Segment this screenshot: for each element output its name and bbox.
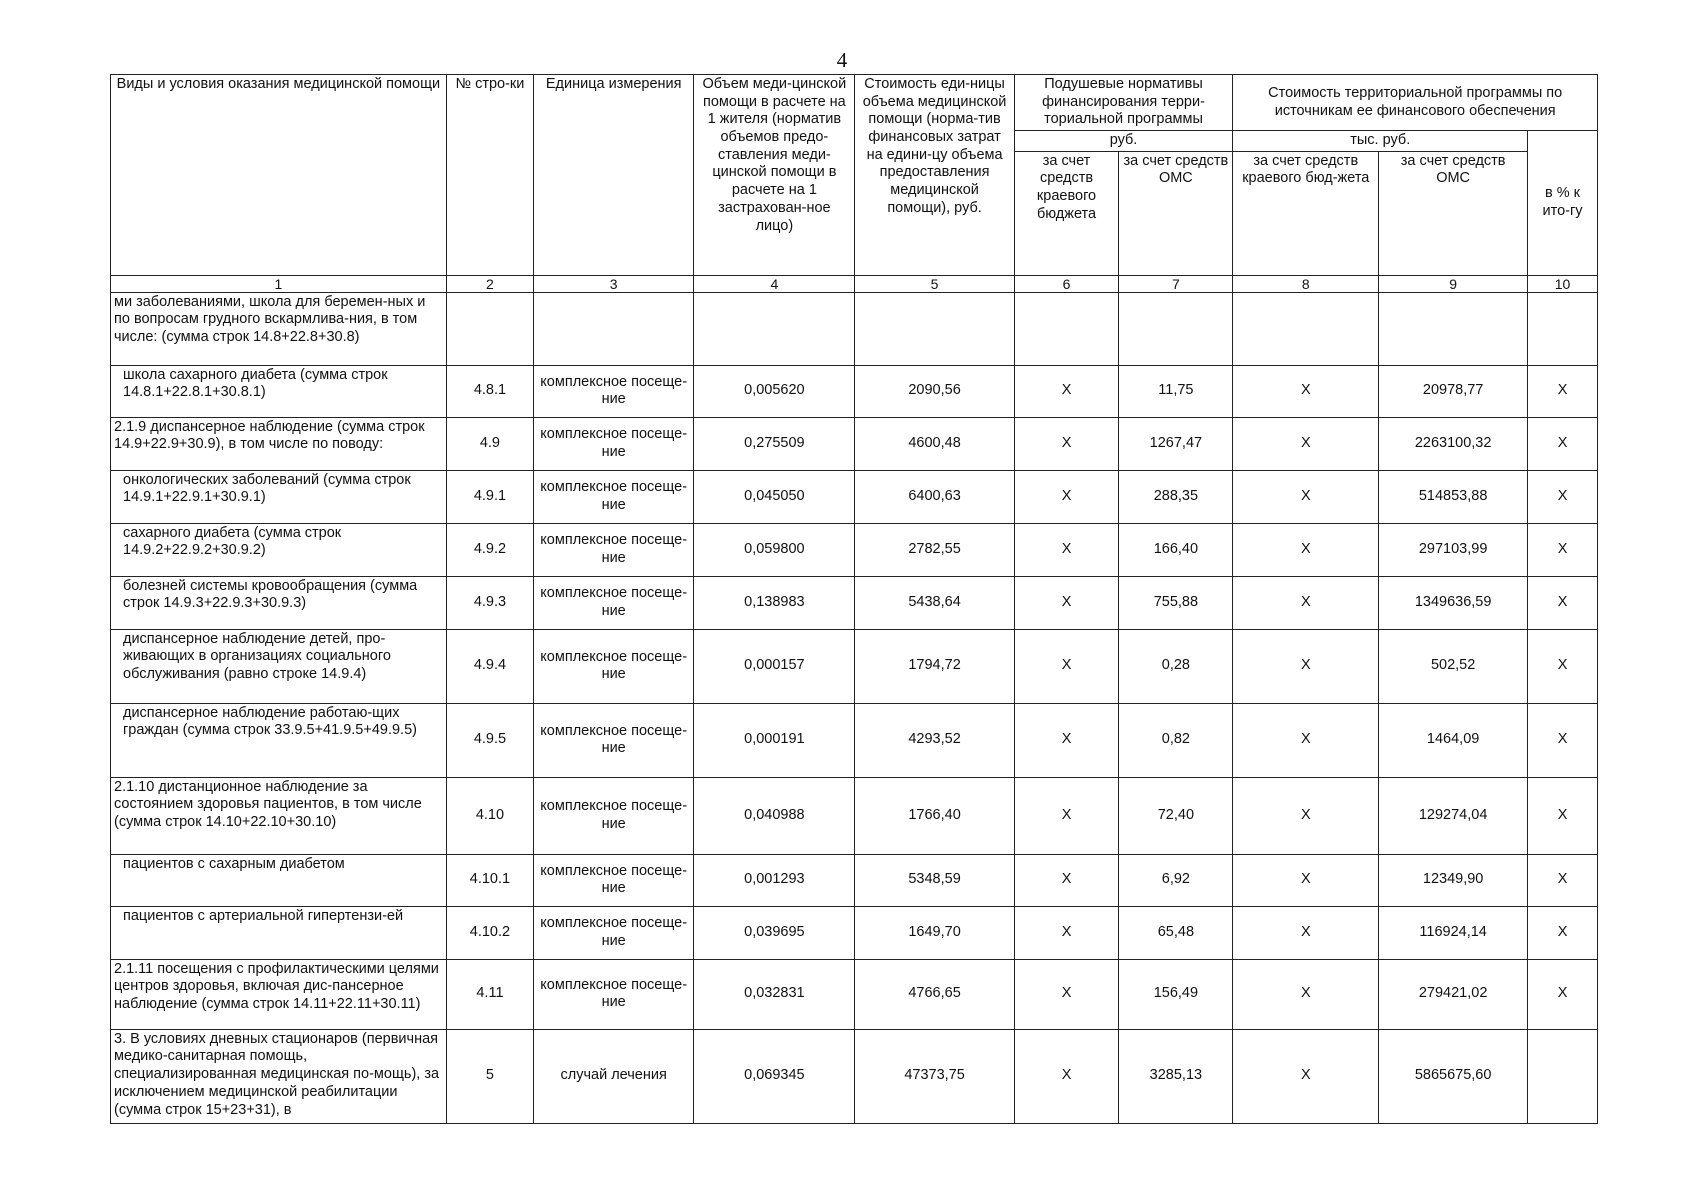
row-unit [534, 292, 694, 365]
row-unit: комплексное посеще-ние [534, 959, 694, 1029]
row-volume: 0,039695 [694, 906, 855, 959]
column-number: 9 [1379, 275, 1528, 292]
table-row [111, 906, 1598, 959]
row-number: 4.9.4 [446, 629, 533, 703]
row-volume: 0,059800 [694, 523, 855, 576]
row-number: 4.10 [446, 777, 533, 854]
row-unit-cost: 4766,65 [855, 959, 1014, 1029]
row-number: 4.10.2 [446, 906, 533, 959]
table-row [111, 292, 1598, 365]
row-oms-cost: 2263100,32 [1379, 417, 1528, 470]
row-name [111, 523, 447, 576]
row-name-text: 2.1.10 дистанционное наблюдение за состоянием здоровья пациентов, в том числе (сумма строк 14.10+22.10+30.10) [114, 778, 422, 831]
row-oms-cost: 297103,99 [1379, 523, 1528, 576]
row-regional-budget-norm: X [1014, 906, 1119, 959]
table-row [111, 523, 1598, 576]
row-unit: комплексное посеще-ние [534, 777, 694, 854]
header-regional-budget-norm: за счет средств краевого бюджета [1014, 151, 1119, 275]
row-unit: комплексное посеще-ние [534, 703, 694, 777]
row-percent: X [1528, 576, 1598, 629]
row-number: 4.9.2 [446, 523, 533, 576]
row-name [111, 365, 447, 417]
table-row [111, 777, 1598, 854]
row-oms-cost: 279421,02 [1379, 959, 1528, 1029]
row-unit-cost: 5438,64 [855, 576, 1014, 629]
row-regional-budget-cost: X [1233, 470, 1379, 523]
row-unit: случай лечения [534, 1029, 694, 1123]
row-volume: 0,069345 [694, 1029, 855, 1123]
row-unit-cost: 5348,59 [855, 854, 1014, 906]
row-name-text: пациентов с сахарным диабетом [123, 855, 345, 872]
row-number: 4.9 [446, 417, 533, 470]
row-regional-budget-cost: X [1233, 629, 1379, 703]
row-oms-norm: 0,82 [1119, 703, 1233, 777]
row-unit-cost [855, 292, 1014, 365]
row-oms-norm: 1267,47 [1119, 417, 1233, 470]
row-name-text: ми заболеваниями, школа для беремен-ных и по вопросам грудного вскармлива-ния, в том числе: (сумма строк 14.8+22.8+30.8) [114, 293, 426, 346]
column-number: 4 [694, 275, 855, 292]
row-regional-budget-norm: X [1014, 777, 1119, 854]
row-oms-cost: 116924,14 [1379, 906, 1528, 959]
row-unit: комплексное посеще-ние [534, 470, 694, 523]
row-volume: 0,000157 [694, 629, 855, 703]
row-name-text: диспансерное наблюдение детей, про-живающих в организациях социального обслуживания (равно строке 14.9.4) [123, 630, 391, 683]
row-oms-norm: 166,40 [1119, 523, 1233, 576]
row-oms-cost: 12349,90 [1379, 854, 1528, 906]
row-number: 5 [446, 1029, 533, 1123]
row-percent: X [1528, 777, 1598, 854]
table-row [111, 629, 1598, 703]
row-name [111, 703, 447, 777]
row-percent: X [1528, 854, 1598, 906]
row-regional-budget-norm: X [1014, 1029, 1119, 1123]
row-unit-cost: 4600,48 [855, 417, 1014, 470]
table-row [111, 417, 1598, 470]
row-unit-cost: 1794,72 [855, 629, 1014, 703]
row-regional-budget-cost: X [1233, 854, 1379, 906]
row-regional-budget-norm: X [1014, 854, 1119, 906]
row-oms-cost: 129274,04 [1379, 777, 1528, 854]
row-number: 4.10.1 [446, 854, 533, 906]
row-regional-budget-cost: X [1233, 576, 1379, 629]
row-name-text: 2.1.9 диспансерное наблюдение (сумма строк 14.9+22.9+30.9), в том числе по поводу: [114, 418, 425, 453]
table-row [111, 365, 1598, 417]
row-name [111, 576, 447, 629]
financing-table [110, 74, 1598, 1124]
header-unit: Единица измерения [534, 75, 694, 276]
row-unit: комплексное посеще-ние [534, 629, 694, 703]
row-percent: X [1528, 906, 1598, 959]
row-percent [1528, 1029, 1598, 1123]
row-number: 4.8.1 [446, 365, 533, 417]
column-number: 2 [446, 275, 533, 292]
row-unit-cost: 1766,40 [855, 777, 1014, 854]
row-name [111, 629, 447, 703]
column-number: 8 [1233, 275, 1379, 292]
row-percent: X [1528, 523, 1598, 576]
column-number: 7 [1119, 275, 1233, 292]
header-regional-budget-cost: за счет средств краевого бюд-жета [1233, 151, 1379, 275]
row-oms-norm: 72,40 [1119, 777, 1233, 854]
header-norms-unit: руб. [1014, 131, 1233, 152]
row-percent: X [1528, 417, 1598, 470]
row-unit: комплексное посеще-ние [534, 906, 694, 959]
row-name [111, 417, 447, 470]
row-name-text: болезней системы кровообращения (сумма строк 14.9.3+22.9.3+30.9.3) [123, 577, 418, 612]
row-volume: 0,040988 [694, 777, 855, 854]
row-number: 4.9.1 [446, 470, 533, 523]
row-unit-cost: 6400,63 [855, 470, 1014, 523]
row-regional-budget-cost: X [1233, 1029, 1379, 1123]
row-regional-budget-cost: X [1233, 365, 1379, 417]
row-volume: 0,045050 [694, 470, 855, 523]
row-oms-cost [1379, 292, 1528, 365]
row-oms-norm: 156,49 [1119, 959, 1233, 1029]
row-oms-cost: 514853,88 [1379, 470, 1528, 523]
row-number: 4.9.3 [446, 576, 533, 629]
row-volume: 0,001293 [694, 854, 855, 906]
header-oms-norm: за счет средств ОМС [1119, 151, 1233, 275]
row-name [111, 1029, 447, 1123]
row-volume: 0,138983 [694, 576, 855, 629]
header-volume: Объем меди-цинской помощи в расчете на 1 жителя (норматив объемов предо-ставления меди-цинской помощи в расчете на 1 застрахован-ное лицо) [694, 75, 855, 276]
row-name [111, 777, 447, 854]
row-oms-cost: 5865675,60 [1379, 1029, 1528, 1123]
header-per-capita-norms: Подушевые нормативы финансирования терри-ториальной программы [1014, 75, 1233, 131]
row-regional-budget-cost [1233, 292, 1379, 365]
column-number: 6 [1014, 275, 1119, 292]
column-number-row [111, 275, 1598, 292]
row-name-text: 2.1.11 посещения с профилактическими целями центров здоровья, включая дис-пансерное наблюдение (сумма строк 14.11+22.11+30.11) [114, 960, 439, 1013]
row-oms-norm: 11,75 [1119, 365, 1233, 417]
row-oms-norm: 755,88 [1119, 576, 1233, 629]
row-regional-budget-cost: X [1233, 959, 1379, 1029]
row-volume: 0,032831 [694, 959, 855, 1029]
row-unit: комплексное посеще-ние [534, 576, 694, 629]
column-number: 10 [1528, 275, 1598, 292]
row-number: 4.11 [446, 959, 533, 1029]
table-row [111, 703, 1598, 777]
header-oms-cost: за счет средств ОМС [1379, 151, 1528, 275]
row-regional-budget-norm: X [1014, 959, 1119, 1029]
column-number: 1 [111, 275, 447, 292]
row-unit: комплексное посеще-ние [534, 523, 694, 576]
row-regional-budget-norm: X [1014, 417, 1119, 470]
row-unit-cost: 4293,52 [855, 703, 1014, 777]
row-regional-budget-norm: X [1014, 523, 1119, 576]
row-oms-norm: 288,35 [1119, 470, 1233, 523]
row-unit-cost: 47373,75 [855, 1029, 1014, 1123]
header-row-number: № стро-ки [446, 75, 533, 276]
row-volume: 0,000191 [694, 703, 855, 777]
row-oms-norm: 65,48 [1119, 906, 1233, 959]
row-percent: X [1528, 703, 1598, 777]
row-regional-budget-norm: X [1014, 629, 1119, 703]
header-unit-cost: Стоимость еди-ницы объема медицинской помощи (норма-тив финансовых затрат на едини-цу объема предоставления медицинской помощи), руб. [855, 75, 1014, 276]
table-row [111, 959, 1598, 1029]
row-regional-budget-norm: X [1014, 470, 1119, 523]
row-oms-cost: 502,52 [1379, 629, 1528, 703]
table-header [111, 75, 1598, 293]
table-row [111, 1029, 1598, 1123]
row-percent: X [1528, 959, 1598, 1029]
row-regional-budget-norm: X [1014, 703, 1119, 777]
row-volume: 0,005620 [694, 365, 855, 417]
row-oms-cost: 1349636,59 [1379, 576, 1528, 629]
table-row [111, 576, 1598, 629]
row-unit: комплексное посеще-ние [534, 365, 694, 417]
column-number: 5 [855, 275, 1014, 292]
header-program-cost: Стоимость территориальной программы по источникам ее финансового обеспечения [1233, 75, 1598, 131]
row-name [111, 292, 447, 365]
row-number: 4.9.5 [446, 703, 533, 777]
row-regional-budget-norm: X [1014, 365, 1119, 417]
row-name [111, 854, 447, 906]
row-name-text: 3. В условиях дневных стационаров (первичная медико-санитарная помощь, специализированная медицинская по-мощь), за исключением медицинской реабилитации (сумма строк 15+23+31), в [114, 1030, 440, 1118]
row-regional-budget-cost: X [1233, 417, 1379, 470]
row-regional-budget-cost: X [1233, 703, 1379, 777]
row-volume: 0,275509 [694, 417, 855, 470]
table-row [111, 854, 1598, 906]
row-regional-budget-norm: X [1014, 576, 1119, 629]
row-percent [1528, 292, 1598, 365]
row-oms-norm [1119, 292, 1233, 365]
header-cost-unit: тыс. руб. [1233, 131, 1528, 152]
row-regional-budget-cost: X [1233, 906, 1379, 959]
row-name-text: школа сахарного диабета (сумма строк 14.8.1+22.8.1+30.8.1) [123, 366, 388, 401]
column-number: 3 [534, 275, 694, 292]
row-regional-budget-norm [1014, 292, 1119, 365]
row-unit: комплексное посеще-ние [534, 417, 694, 470]
row-oms-cost: 20978,77 [1379, 365, 1528, 417]
row-name-text: онкологических заболеваний (сумма строк 14.9.1+22.9.1+30.9.1) [123, 471, 411, 506]
page-number: 4 [836, 48, 848, 72]
row-percent: X [1528, 470, 1598, 523]
row-unit-cost: 2090,56 [855, 365, 1014, 417]
row-volume [694, 292, 855, 365]
header-kinds: Виды и условия оказания медицинской помощи [111, 75, 447, 276]
table-row [111, 470, 1598, 523]
row-name [111, 470, 447, 523]
table-body [111, 292, 1598, 1123]
row-oms-norm: 3285,13 [1119, 1029, 1233, 1123]
row-percent: X [1528, 629, 1598, 703]
row-name [111, 959, 447, 1029]
row-unit-cost: 1649,70 [855, 906, 1014, 959]
header-percent: в % к ито-гу [1528, 131, 1598, 276]
row-oms-cost: 1464,09 [1379, 703, 1528, 777]
row-name-text: пациентов с артериальной гипертензи-ей [123, 907, 404, 924]
row-number [446, 292, 533, 365]
row-regional-budget-cost: X [1233, 523, 1379, 576]
row-percent: X [1528, 365, 1598, 417]
row-unit: комплексное посеще-ние [534, 854, 694, 906]
row-unit-cost: 2782,55 [855, 523, 1014, 576]
row-name [111, 906, 447, 959]
row-regional-budget-cost: X [1233, 777, 1379, 854]
row-oms-norm: 0,28 [1119, 629, 1233, 703]
row-name-text: сахарного диабета (сумма строк 14.9.2+22.9.2+30.9.2) [123, 524, 342, 559]
row-oms-norm: 6,92 [1119, 854, 1233, 906]
row-name-text: диспансерное наблюдение работаю-щих граждан (сумма строк 33.9.5+41.9.5+49.9.5) [123, 704, 417, 739]
